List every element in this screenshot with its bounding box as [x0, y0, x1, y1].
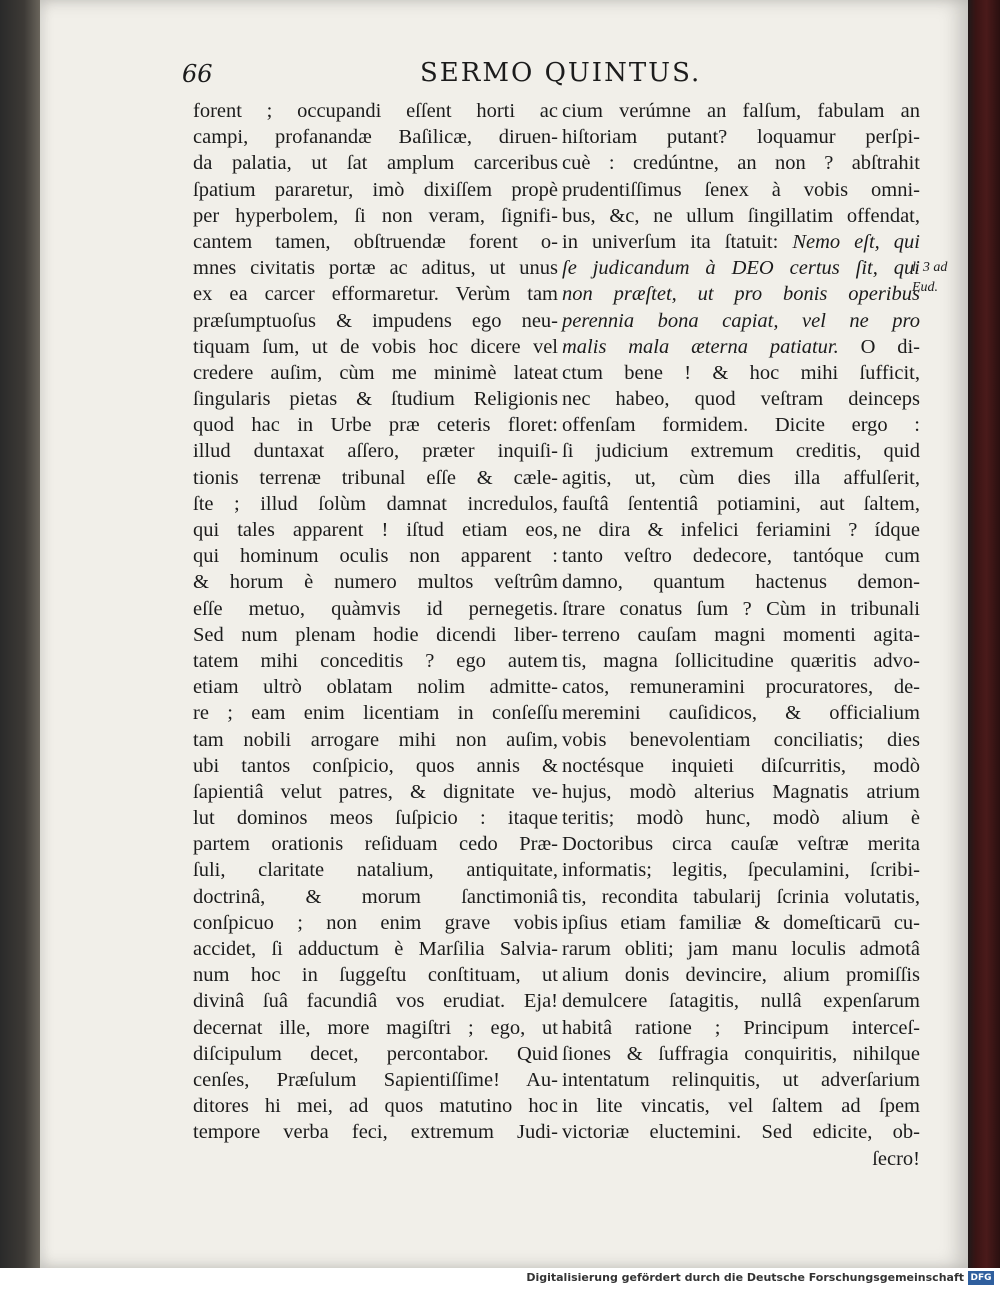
- text-line: divinâ ſuâ facundiâ vos erudiat. Eja!: [193, 990, 558, 1013]
- roman-text: alium donis devincire, alium promiſſis: [562, 964, 920, 987]
- text-line: ex ea carcer efformaretur. Verùm tam: [193, 283, 558, 306]
- roman-text: ſiones & ſuffragia conquiritis, nihilque: [562, 1042, 920, 1065]
- text-line: ſapientiâ velut patres, & dignitate ve-: [193, 780, 558, 803]
- text-line: qui hominum oculis non apparent :: [193, 545, 558, 568]
- roman-text: catos, remuneramini procuratores, de-: [562, 676, 920, 699]
- marginal-citation-line: Eud.: [912, 280, 939, 295]
- text-line: ſte ; illud ſolùm damnat incredulos,: [193, 492, 558, 515]
- text-line: cantem tamen, obſtruendæ forent o-: [193, 230, 558, 253]
- roman-text: terreno cauſam magni momenti agita-: [562, 623, 920, 646]
- roman-text: prudentiſſimus ſenex à vobis omni-: [562, 178, 920, 201]
- roman-text: tis, magna ſollicitudine quæritis advo-: [562, 649, 920, 672]
- marginal-citation-line: l. 3 ad: [912, 260, 948, 275]
- text-line: [562, 674, 920, 700]
- text-line: ſpatium pararetur, imò dixiſſem propè: [193, 178, 558, 201]
- text-line: ſuli, claritate natalium, antiquitate,: [193, 859, 558, 882]
- text-line: qui tales apparent ! iſtud etiam eos,: [193, 519, 558, 541]
- roman-text: nec habeo, quod veſtram deinceps: [562, 388, 920, 411]
- text-line: ditores hi mei, ad quos matutino hoc: [193, 1095, 558, 1118]
- text-line: [562, 805, 920, 831]
- text-line: [562, 988, 920, 1014]
- roman-text: O di-: [838, 335, 920, 358]
- text-line: re ; eam enim licentiam in conſeſſu: [193, 702, 558, 725]
- roman-text: in lite vincatis, vel ſaltem ad ſpem: [562, 1095, 920, 1118]
- text-line: [562, 569, 920, 595]
- text-line: accidet, ſi adductum è Marſilia Salvia-: [193, 938, 558, 960]
- text-line: etiam ultrò oblatam nolim admitte-: [193, 676, 558, 699]
- text-line: [562, 543, 920, 569]
- text-line: partem orationis reſiduam cedo Præ-: [193, 833, 558, 856]
- text-line: præſumptuoſus & impudens ego neu-: [193, 309, 558, 332]
- roman-text: meremini cauſidicos, & officialium: [562, 702, 920, 725]
- text-line: decernat ille, more magiſtri ; ego, ut: [193, 1016, 558, 1039]
- text-line: [562, 648, 920, 674]
- text-line: tiquam ſum, ut de vobis hoc dicere vel: [193, 335, 558, 358]
- text-line: [562, 308, 920, 334]
- footer-credit: Digitalisierung gefördert durch die Deutsche Forschungsgemeinschaft: [526, 1271, 964, 1284]
- roman-text: habitâ ratione ; Principum interceſ-: [562, 1016, 920, 1039]
- text-line: [562, 334, 920, 360]
- text-line: campi, profanandæ Baſilicæ, diruen-: [193, 126, 558, 149]
- text-line: [562, 229, 920, 255]
- text-line: credere auſim, cùm me minimè lateat: [193, 361, 558, 384]
- roman-text: hujus, modò alterius Magnatis atrium: [562, 780, 920, 803]
- roman-text: noctésque inquieti diſcurritis, modò: [562, 754, 920, 777]
- catchword: ſecro!: [872, 1147, 920, 1170]
- italic-quotation: malis mala æterna patiatur.: [562, 335, 839, 358]
- left-text-column: [193, 98, 558, 1146]
- roman-text: informatis; legitis, ſpeculamini, ſcribi-: [562, 859, 920, 882]
- text-line: [562, 360, 920, 386]
- roman-text: teritis; modò hunc, modò alium è: [562, 807, 920, 830]
- text-line: [562, 98, 920, 124]
- text-line: doctrinâ, & morum ſanctimoniâ: [193, 885, 558, 908]
- text-line: [562, 1041, 920, 1067]
- roman-text: cuè : credúntne, an non ? abſtrahit: [562, 152, 920, 175]
- text-line: ubi tantos conſpicio, quos annis &: [193, 754, 558, 777]
- roman-text: bus, &c, ne ullum ſingillatim offendat,: [562, 204, 920, 227]
- roman-text: agitis, ut, cùm dies illa affulſerit,: [562, 466, 920, 489]
- text-line: conſpicuo ; non enim grave vobis: [193, 911, 558, 934]
- roman-text: intentatum relinquitis, ut adverſarium: [562, 1068, 920, 1091]
- text-line: tempore verba feci, extremum Judi-: [193, 1121, 558, 1144]
- text-line: [562, 177, 920, 203]
- running-title: SERMO QUINTUS.: [420, 58, 702, 88]
- text-line: forent ; occupandi eſſent horti ac: [193, 100, 558, 122]
- roman-text: ctum bene ! & hoc mihi ſufficit,: [562, 361, 920, 384]
- text-line: quod hac in Urbe præ ceteris floret:: [193, 414, 558, 437]
- text-line: [562, 465, 920, 491]
- roman-text: hiſtoriam putant? loquamur perſpi-: [562, 126, 920, 149]
- text-line: [562, 1093, 920, 1119]
- text-line: tatem mihi conceditis ? ego autem: [193, 649, 558, 672]
- text-line: [562, 124, 920, 150]
- text-line: [562, 700, 920, 726]
- roman-text: fauſtâ ſententiâ potiamini, aut ſaltem,: [562, 492, 920, 515]
- roman-text: ne dira & infelici feriamini ? ídque: [562, 519, 920, 541]
- text-line: [562, 936, 920, 962]
- text-line: [562, 1015, 920, 1041]
- text-line: diſcipulum decet, percontabor. Quid: [193, 1042, 558, 1065]
- roman-text: Doctoribus circa cauſæ veſtræ merita: [562, 833, 920, 856]
- text-line: [562, 150, 920, 176]
- dfg-logo: DFG: [968, 1271, 994, 1285]
- text-line: [562, 727, 920, 753]
- text-line: per hyperbolem, ſi non veram, ſignifi-: [193, 204, 558, 227]
- text-line: [562, 517, 920, 543]
- text-line: [562, 622, 920, 648]
- text-line: [562, 962, 920, 988]
- roman-text: victoriæ eluctemini. Sed edicite, ob-: [562, 1121, 920, 1144]
- roman-text: tis, recondita tabularij ſcrinia volutatis,: [562, 885, 920, 908]
- text-line: [562, 779, 920, 805]
- page-header: [40, 58, 968, 98]
- roman-text: tanto veſtro dedecore, tantóque cum: [562, 545, 920, 568]
- text-line: [562, 1119, 920, 1145]
- text-line: tionis terrenæ tribunal eſſe & cæle-: [193, 466, 558, 489]
- text-line: [562, 438, 920, 464]
- text-line: tam nobili arrogare mihi non auſim,: [193, 728, 558, 751]
- roman-text: demulcere ſatagitis, nullâ expenſarum: [562, 990, 920, 1013]
- text-line: [562, 857, 920, 883]
- roman-text: vobis benevolentiam conciliatis; dies: [562, 728, 920, 751]
- roman-text: offenſam formidem. Dicite ergo :: [562, 414, 920, 437]
- page-number: 66: [182, 60, 213, 88]
- roman-text: rarum obliti; jam manu loculis admotâ: [562, 938, 920, 960]
- italic-quotation: perennia bona capiat, vel ne pro: [562, 309, 920, 332]
- text-line: num hoc in ſuggeſtu conſtituam, ut: [193, 964, 558, 987]
- text-line: [562, 412, 920, 438]
- roman-text: ſi judicium extremum creditis, quid: [562, 440, 920, 463]
- text-line: [562, 203, 920, 229]
- text-line: ſingularis pietas & ſtudium Religionis: [193, 388, 558, 411]
- italic-quotation: ſe judicandum à DEO certus ſit, qui: [562, 257, 920, 280]
- text-line: [562, 910, 920, 936]
- text-line: & horum è numero multos veſtrûm: [193, 571, 558, 594]
- text-line: cenſes, Præſulum Sapientiſſime! Au-: [193, 1068, 558, 1091]
- text-line: da palatia, ut ſat amplum carceribus: [193, 152, 558, 175]
- right-text-column: [562, 98, 920, 1172]
- text-line: illud duntaxat aſſero, præter inquiſi-: [193, 440, 558, 463]
- digitization-footer: [0, 1268, 1000, 1289]
- marginal-citation: [912, 258, 982, 298]
- text-line: [562, 596, 920, 622]
- book-spine: [966, 0, 1000, 1268]
- text-line: [562, 884, 920, 910]
- text-line: mnes civitatis portæ ac aditus, ut unus: [193, 257, 558, 280]
- italic-quotation: Nemo eſt, qui: [792, 230, 920, 253]
- roman-text: in univerſum ita ſtatuit:: [562, 230, 793, 253]
- roman-text: ipſius etiam familiæ & domeſticarū cu-: [562, 911, 920, 934]
- text-line: eſſe metuo, quàmvis id pernegetis.: [193, 597, 558, 620]
- italic-quotation: non præſtet, ut pro bonis operibus: [562, 283, 920, 306]
- text-line: [562, 255, 920, 281]
- text-line: [562, 1067, 920, 1093]
- text-line: [562, 281, 920, 307]
- page-edge: [0, 0, 40, 1268]
- text-line: [562, 386, 920, 412]
- text-line: [562, 831, 920, 857]
- text-line: Sed num plenam hodie dicendi liber-: [193, 623, 558, 646]
- text-line: [562, 491, 920, 517]
- text-line: lut dominos meos ſuſpicio : itaque: [193, 807, 558, 830]
- roman-text: cium verúmne an falſum, fabulam an: [562, 100, 920, 122]
- text-line: [562, 753, 920, 779]
- roman-text: damno, quantum hactenus demon-: [562, 571, 920, 594]
- roman-text: ſtrare conatus ſum ? Cùm in tribunali: [562, 597, 920, 620]
